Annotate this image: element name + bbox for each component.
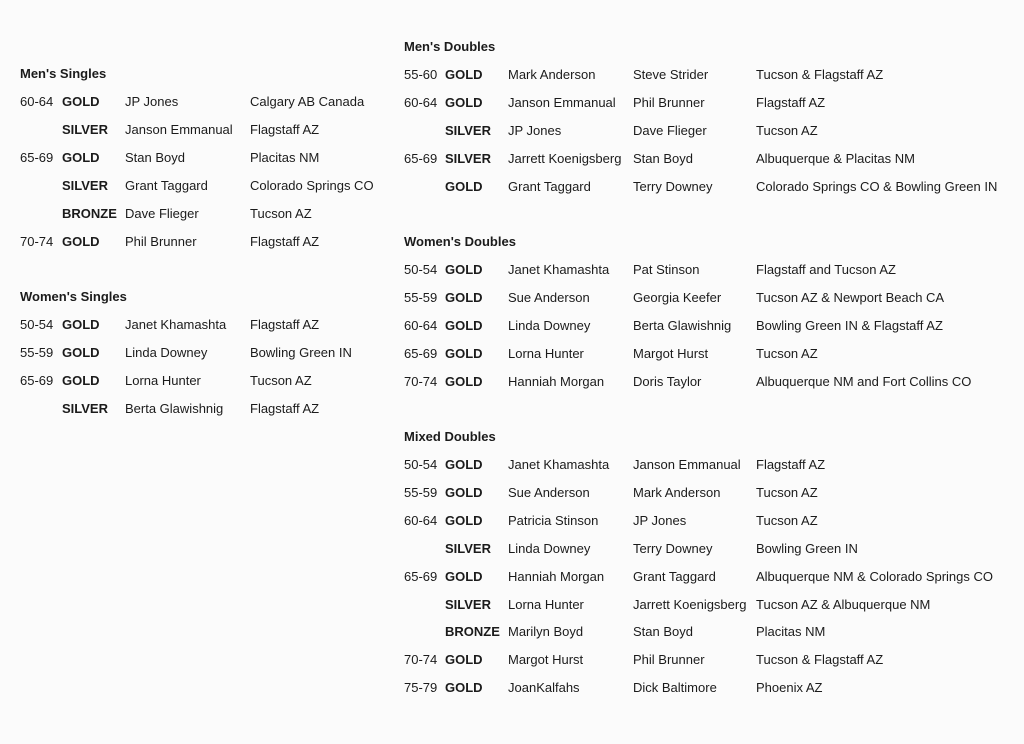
age-group: 60-64 (404, 94, 438, 110)
medal: GOLD (445, 345, 483, 361)
player-name: JP Jones (125, 94, 179, 109)
table-row (404, 568, 1024, 586)
table-row (404, 540, 1024, 558)
table-row (20, 233, 660, 251)
player2-name: Steve Strider (633, 67, 709, 82)
player1-name: Linda Downey (508, 540, 591, 556)
medal: SILVER (62, 121, 108, 137)
location: Tucson AZ (756, 345, 818, 361)
player1-name: Patricia Stinson (508, 512, 599, 528)
player2-name: Grant Taggard (633, 568, 716, 584)
medal: GOLD (445, 484, 483, 500)
mens-doubles-title: Men's Doubles (404, 39, 496, 54)
location: Tucson AZ (250, 205, 312, 221)
womens-doubles-title: Women's Doubles (404, 234, 516, 249)
medal: GOLD (445, 512, 483, 528)
age-group: 65-69 (20, 149, 54, 165)
medal: GOLD (445, 67, 483, 82)
player1-name: Lorna Hunter (508, 345, 584, 361)
medal: GOLD (445, 178, 483, 194)
player1-name: Marilyn Boyd (508, 624, 584, 640)
table-row (404, 317, 1024, 335)
mens-singles-title: Men's Singles (20, 66, 107, 81)
player1-name: Hanniah Morgan (508, 373, 605, 389)
location: Tucson AZ (756, 122, 818, 138)
player2-name: Dave Flieger (633, 122, 707, 138)
table-row (404, 289, 1024, 307)
age-group: 55-60 (404, 67, 438, 82)
medal: GOLD (445, 289, 483, 305)
table-row (404, 66, 1024, 84)
player2-name: Terry Downey (633, 540, 713, 556)
table-row (404, 261, 1024, 279)
medal: SILVER (62, 177, 108, 193)
medal: SILVER (445, 150, 491, 166)
player2-name: Phil Brunner (633, 94, 705, 110)
table-row (20, 205, 660, 223)
player1-name: Grant Taggard (508, 178, 591, 194)
age-group: 65-69 (404, 568, 438, 584)
table-row (404, 345, 1024, 363)
player2-name: Mark Anderson (633, 484, 721, 500)
player1-name: Janet Khamashta (508, 262, 610, 277)
player-name: Phil Brunner (125, 233, 197, 249)
table-row (404, 512, 1024, 530)
location: Flagstaff AZ (250, 121, 320, 137)
medal: GOLD (445, 317, 483, 333)
table-row (404, 94, 1024, 112)
location: Tucson & Flagstaff AZ (756, 67, 884, 82)
player1-name: Janet Khamashta (508, 457, 610, 472)
age-group: 55-59 (404, 289, 438, 305)
medal: GOLD (445, 457, 483, 472)
location: Flagstaff AZ (250, 400, 320, 416)
table-row (404, 484, 1024, 502)
age-group: 75-79 (404, 680, 438, 696)
player2-name: Dick Baltimore (633, 680, 717, 696)
location: Tucson & Flagstaff AZ (756, 652, 884, 668)
womens-singles-title: Women's Singles (20, 289, 127, 304)
location: Albuquerque & Placitas NM (756, 150, 915, 166)
player2-name: Terry Downey (633, 178, 713, 194)
player2-name: Jarrett Koenigsberg (633, 596, 747, 612)
player2-name: Stan Boyd (633, 150, 693, 166)
table-row (404, 679, 1024, 697)
medal: SILVER (445, 540, 491, 556)
location: Albuquerque NM & Colorado Springs CO (756, 568, 994, 584)
location: Bowling Green IN & Flagstaff AZ (756, 317, 943, 333)
table-row (404, 456, 1024, 474)
player2-name: Stan Boyd (633, 624, 693, 640)
location: Tucson AZ (756, 484, 818, 500)
medal: SILVER (445, 596, 491, 612)
player1-name: Mark Anderson (508, 67, 596, 82)
medal: SILVER (445, 122, 491, 138)
medal: GOLD (62, 317, 100, 332)
location: Phoenix AZ (756, 680, 823, 696)
player2-name: Phil Brunner (633, 652, 705, 668)
age-group: 55-59 (404, 484, 438, 500)
player-name: Grant Taggard (125, 177, 208, 193)
age-group: 65-69 (404, 150, 438, 166)
age-group: 60-64 (20, 94, 54, 109)
player-name: Linda Downey (125, 344, 208, 360)
player-name: Janson Emmanual (125, 121, 233, 137)
table-row (404, 122, 1024, 140)
player1-name: Linda Downey (508, 317, 591, 333)
location: Flagstaff AZ (756, 457, 826, 472)
player2-name: Georgia Keefer (633, 289, 722, 305)
player1-name: Sue Anderson (508, 484, 590, 500)
table-row (404, 651, 1024, 669)
location: Placitas NM (756, 624, 826, 640)
medal: SILVER (62, 400, 108, 416)
medal: GOLD (62, 149, 100, 165)
player2-name: Margot Hurst (633, 345, 709, 361)
medal: GOLD (445, 94, 483, 110)
location: Colorado Springs CO & Bowling Green IN (756, 178, 998, 194)
player2-name: JP Jones (633, 512, 687, 528)
location: Tucson AZ & Albuquerque NM (756, 596, 931, 612)
medal: BRONZE (62, 205, 117, 221)
location: Calgary AB Canada (250, 94, 365, 109)
table-row (404, 373, 1024, 391)
age-group: 70-74 (404, 652, 438, 668)
age-group: 65-69 (20, 372, 54, 388)
age-group: 55-59 (20, 344, 54, 360)
player2-name: Berta Glawishnig (633, 317, 732, 333)
location: Albuquerque NM and Fort Collins CO (756, 373, 972, 389)
location: Placitas NM (250, 149, 320, 165)
player1-name: Janson Emmanual (508, 94, 616, 110)
age-group: 50-54 (20, 317, 54, 332)
location: Flagstaff and Tucson AZ (756, 262, 896, 277)
age-group: 50-54 (404, 262, 438, 277)
medal: GOLD (62, 372, 100, 388)
player1-name: Lorna Hunter (508, 596, 584, 612)
player1-name: JoanKalfahs (508, 680, 580, 696)
location: Flagstaff AZ (756, 94, 826, 110)
location: Bowling Green IN (250, 344, 352, 360)
player-name: Stan Boyd (125, 149, 185, 165)
player2-name: Doris Taylor (633, 373, 702, 389)
medal: BRONZE (445, 624, 500, 640)
player2-name: Janson Emmanual (633, 457, 741, 472)
medal: GOLD (445, 262, 483, 277)
table-row (404, 623, 1024, 641)
medal: GOLD (62, 344, 100, 360)
player1-name: Sue Anderson (508, 289, 590, 305)
medal: GOLD (445, 680, 483, 696)
player1-name: JP Jones (508, 122, 562, 138)
location: Bowling Green IN (756, 540, 858, 556)
location: Flagstaff AZ (250, 317, 320, 332)
player-name: Janet Khamashta (125, 317, 227, 332)
location: Tucson AZ & Newport Beach CA (756, 289, 945, 305)
location: Colorado Springs CO (250, 177, 374, 193)
age-group: 50-54 (404, 457, 438, 472)
age-group: 60-64 (404, 512, 438, 528)
age-group: 60-64 (404, 317, 438, 333)
medal: GOLD (445, 373, 483, 389)
age-group: 70-74 (404, 373, 438, 389)
player-name: Berta Glawishnig (125, 400, 224, 416)
table-row (20, 400, 660, 418)
medal: GOLD (445, 652, 483, 668)
location: Tucson AZ (756, 512, 818, 528)
location: Tucson AZ (250, 372, 312, 388)
player2-name: Pat Stinson (633, 262, 700, 277)
player-name: Lorna Hunter (125, 372, 201, 388)
player-name: Dave Flieger (125, 205, 199, 221)
table-row (404, 178, 1024, 196)
medal: GOLD (62, 94, 100, 109)
medal: GOLD (62, 233, 100, 249)
player1-name: Margot Hurst (508, 652, 584, 668)
age-group: 70-74 (20, 233, 54, 249)
medal: GOLD (445, 568, 483, 584)
player1-name: Jarrett Koenigsberg (508, 150, 622, 166)
location: Flagstaff AZ (250, 233, 320, 249)
table-row (404, 150, 1024, 168)
table-row (404, 596, 1024, 614)
player1-name: Hanniah Morgan (508, 568, 605, 584)
mixed-doubles-title: Mixed Doubles (404, 429, 496, 444)
age-group: 65-69 (404, 345, 438, 361)
